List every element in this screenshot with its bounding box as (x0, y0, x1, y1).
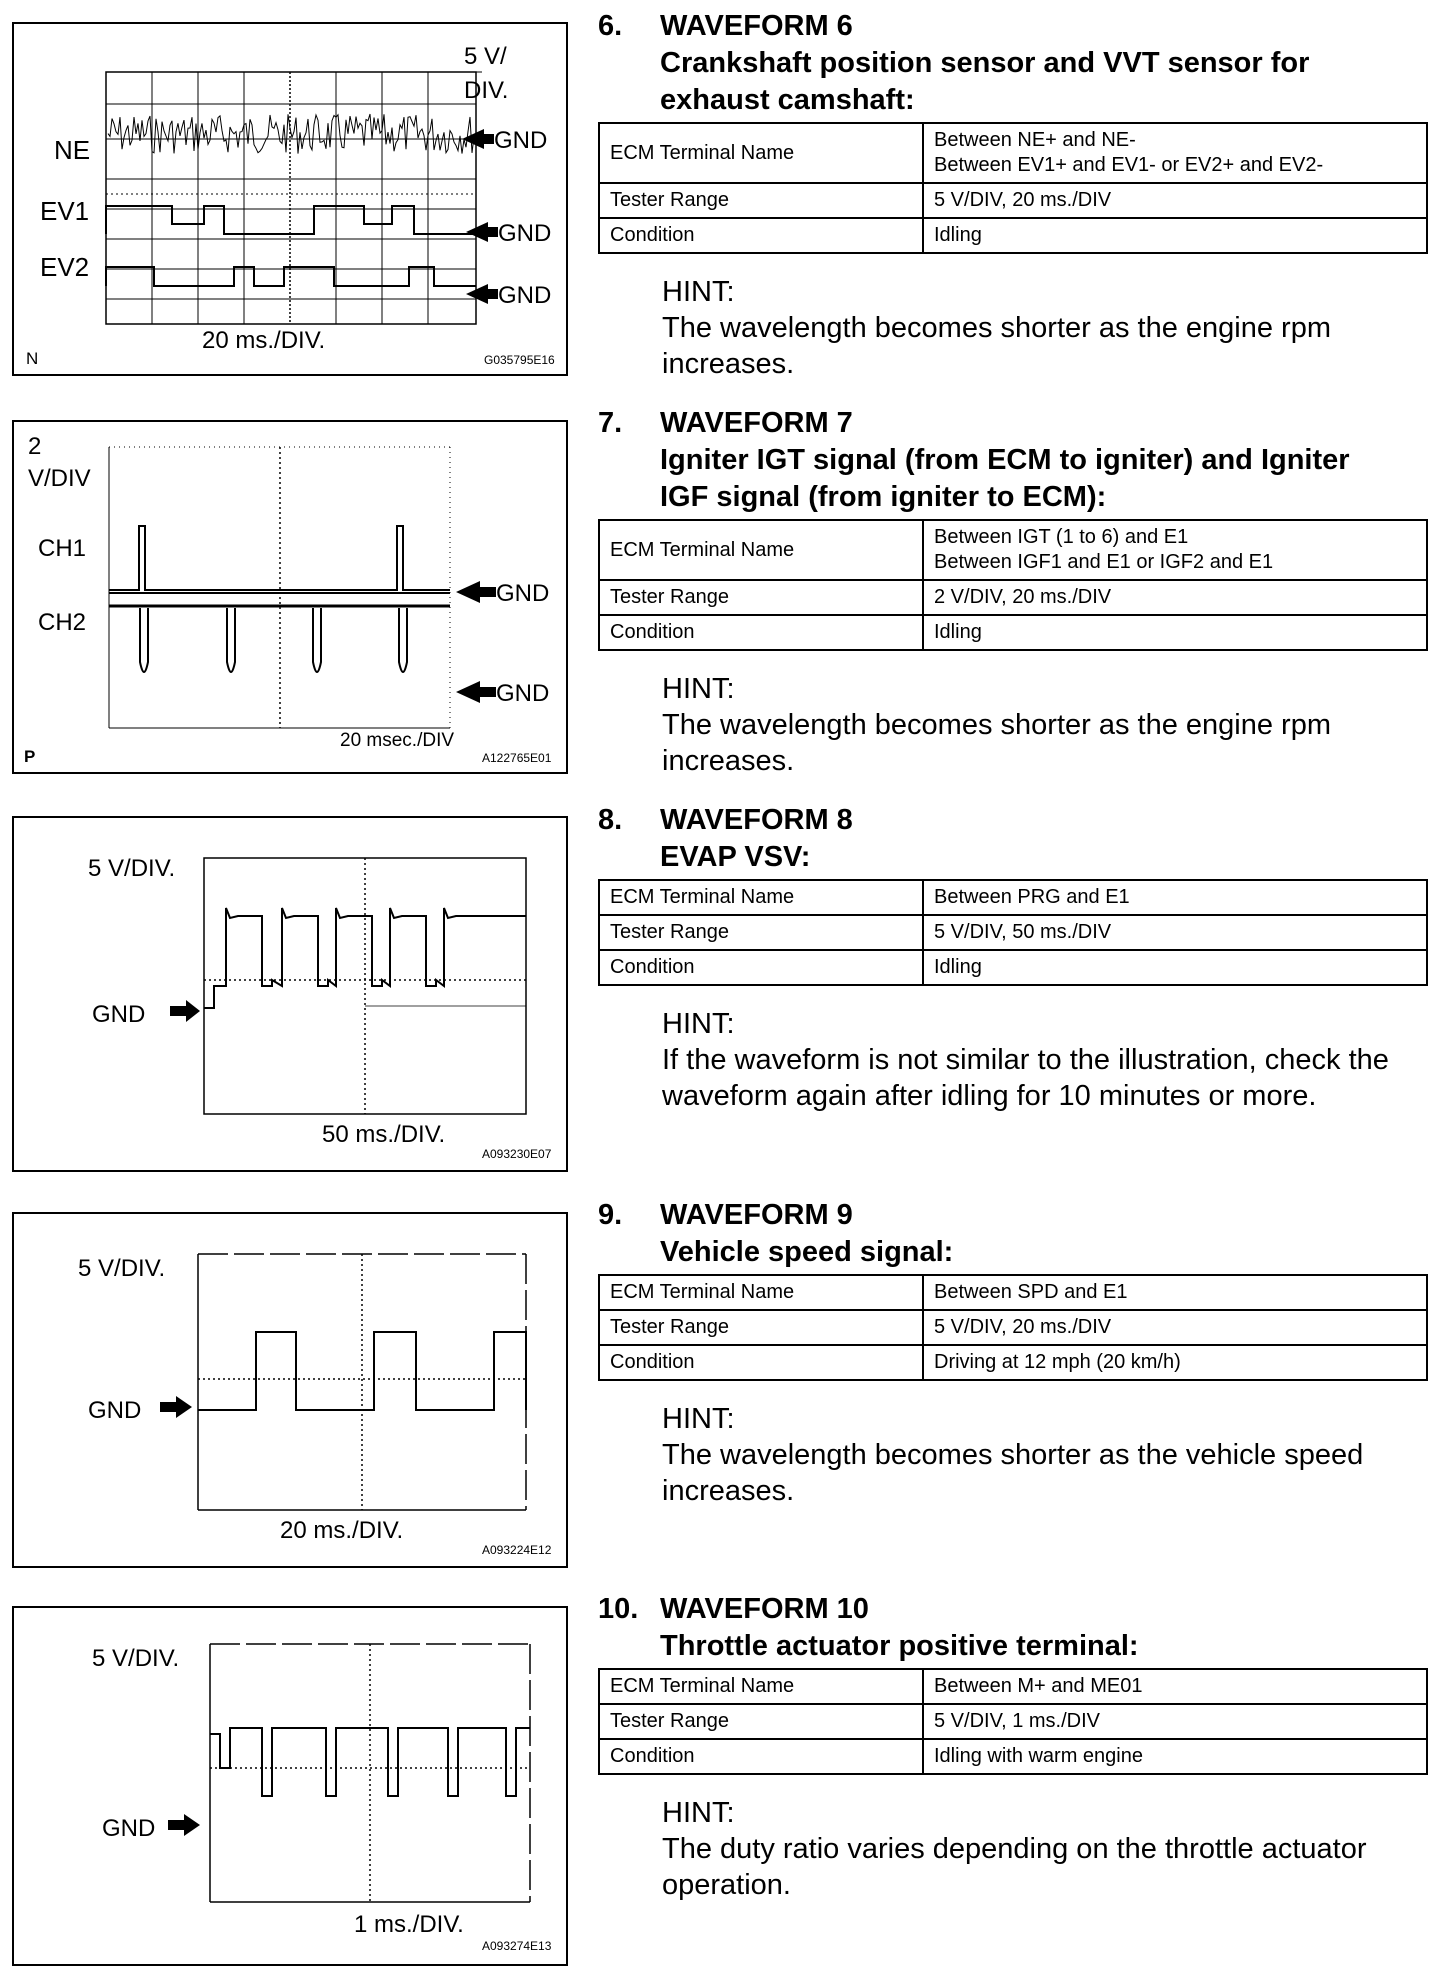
row-label: Tester Range (599, 1310, 923, 1345)
hint-text-line: The wavelength becomes shorter as the vehicle speed (662, 1439, 1364, 1471)
row-label: Tester Range (599, 915, 923, 950)
waveform-6-figure (12, 22, 568, 376)
figure-code: A093230E07 (482, 1147, 552, 1161)
row-label: Condition (599, 218, 923, 253)
oscilloscope-grid (109, 447, 450, 728)
time-per-div-label: 50 ms./DIV. (322, 1121, 446, 1148)
time-per-div-label: 20 ms./DIV. (280, 1517, 404, 1544)
time-per-div-label: 1 ms./DIV. (354, 1911, 464, 1938)
section-waveform-9 (598, 1197, 1430, 1509)
gnd-arrow-icon (462, 129, 494, 149)
row-value: 5 V/DIV, 20 ms./DIV (923, 1310, 1427, 1345)
title-line: Igniter IGT signal (from ECM to igniter) and Igniter (660, 444, 1350, 476)
value-line: Between IGF1 and E1 or IGF2 and E1 (934, 551, 1274, 573)
table-row (599, 1275, 1427, 1310)
hint-label: HINT: (662, 276, 735, 308)
title-line: WAVEFORM 9 (660, 1199, 853, 1231)
channel-label-ev2: EV2 (40, 252, 90, 282)
table-row (599, 218, 1427, 253)
title-line: WAVEFORM 7 (660, 407, 853, 439)
title-line: IGF signal (from igniter to ECM): (660, 481, 1107, 513)
section-waveform-8 (598, 802, 1430, 1114)
hint-block (662, 1401, 1430, 1509)
figure-code: A093224E12 (482, 1543, 552, 1557)
row-label: Tester Range (599, 1704, 923, 1739)
channel-label-ev1: EV1 (40, 196, 90, 226)
section-number: 10. (598, 1593, 639, 1625)
row-label: Condition (599, 950, 923, 985)
gnd-label-ev2: GND (498, 282, 552, 309)
hint-label: HINT: (662, 1797, 735, 1829)
title-line: EVAP VSV: (660, 841, 811, 873)
title-line: Throttle actuator positive terminal: (660, 1630, 1139, 1662)
section-waveform-6 (598, 8, 1430, 382)
row-value: Idling (923, 218, 1427, 253)
row-value: 2 V/DIV, 20 ms./DIV (923, 580, 1427, 615)
row-value: Between PRG and E1 (923, 880, 1427, 915)
row-value: Between SPD and E1 (923, 1275, 1427, 1310)
channel-label-ch1: CH1 (38, 535, 87, 562)
row-label: ECM Terminal Name (599, 880, 923, 915)
waveform-9-figure (12, 1212, 568, 1568)
title-line: WAVEFORM 8 (660, 804, 853, 836)
hint-text-line: increases. (662, 348, 795, 380)
section-waveform-7 (598, 405, 1430, 779)
hint-label: HINT: (662, 1008, 735, 1040)
table-row (599, 183, 1427, 218)
table-row (599, 880, 1427, 915)
title-line: Crankshaft position sensor and VVT sensor for (660, 47, 1310, 79)
section-title (660, 405, 1430, 516)
hint-text-line: If the waveform is not similar to the illustration, check the (662, 1044, 1389, 1076)
title-line: exhaust camshaft: (660, 84, 915, 116)
table-row (599, 915, 1427, 950)
table-row (599, 1345, 1427, 1380)
gnd-arrow-icon (170, 1000, 200, 1022)
ch2-igf-trace (140, 608, 407, 672)
spec-table (598, 879, 1428, 986)
section-number: 7. (598, 407, 623, 439)
figure-corner-letter: P (24, 747, 36, 766)
channel-label-ne: NE (54, 135, 91, 165)
hint-label: HINT: (662, 1403, 735, 1435)
hint-label: HINT: (662, 673, 735, 705)
scale-label-line2: DIV. (464, 77, 509, 104)
scale-label: 5 V/DIV. (78, 1255, 166, 1282)
gnd-label: GND (92, 1001, 146, 1028)
row-label: Tester Range (599, 183, 923, 218)
gnd-label-ch1: GND (496, 580, 550, 607)
table-row (599, 580, 1427, 615)
ev1-signal-trace (106, 206, 476, 234)
section-title (660, 802, 1430, 876)
spec-table (598, 122, 1428, 254)
section-number: 6. (598, 10, 623, 42)
hint-block (662, 1006, 1430, 1114)
gnd-arrow-icon (168, 1814, 200, 1836)
time-per-div-label: 20 ms./DIV. (202, 327, 326, 354)
hint-text-line: waveform again after idling for 10 minutes or more. (662, 1080, 1317, 1112)
table-row (599, 615, 1427, 650)
waveform-10-figure (12, 1606, 568, 1966)
waveform-7-figure (12, 420, 568, 774)
ne-signal-trace (108, 114, 474, 154)
scale-label: 5 V/DIV. (88, 855, 176, 882)
section-number: 8. (598, 804, 623, 836)
gnd-arrow-icon (160, 1396, 192, 1418)
hint-block (662, 274, 1430, 382)
scale-label-line2: V/DIV (28, 465, 91, 492)
row-value (923, 123, 1427, 183)
figure-code: A122765E01 (482, 751, 552, 765)
row-value: Idling (923, 950, 1427, 985)
figure-code: G035795E16 (484, 353, 555, 367)
row-value: Idling (923, 615, 1427, 650)
hint-text-line: The wavelength becomes shorter as the engine rpm (662, 312, 1331, 344)
table-row (599, 950, 1427, 985)
oscilloscope-grid (204, 858, 526, 1114)
table-row (599, 520, 1427, 580)
hint-block (662, 671, 1430, 779)
gnd-label-ev1: GND (498, 220, 552, 247)
row-label: Condition (599, 615, 923, 650)
gnd-arrow-icon (456, 681, 496, 703)
row-value: Driving at 12 mph (20 km/h) (923, 1345, 1427, 1380)
table-row (599, 1669, 1427, 1704)
row-label: Condition (599, 1345, 923, 1380)
oscilloscope-grid (198, 1254, 526, 1510)
spec-table (598, 519, 1428, 651)
hint-text-line: The wavelength becomes shorter as the engine rpm (662, 709, 1331, 741)
section-waveform-10 (598, 1591, 1430, 1903)
scale-label: 5 V/DIV. (92, 1645, 180, 1672)
scale-label-line1: 5 V/ (464, 43, 507, 70)
hint-text-line: increases. (662, 1475, 795, 1507)
spec-table (598, 1668, 1428, 1775)
title-line: WAVEFORM 10 (660, 1593, 869, 1625)
row-value: Between M+ and ME01 (923, 1669, 1427, 1704)
title-line: Vehicle speed signal: (660, 1236, 954, 1268)
row-value (923, 520, 1427, 580)
section-title (660, 1591, 1430, 1665)
gnd-label: GND (88, 1397, 142, 1424)
title-line: WAVEFORM 6 (660, 10, 853, 42)
gnd-label-ne: GND (494, 127, 548, 154)
figure-corner-letter: N (26, 349, 39, 368)
channel-label-ch2: CH2 (38, 609, 87, 636)
table-row (599, 1704, 1427, 1739)
value-line: Between IGT (1 to 6) and E1 (934, 526, 1189, 548)
section-number: 9. (598, 1199, 623, 1231)
oscilloscope-grid (210, 1644, 530, 1902)
row-label: Condition (599, 1739, 923, 1774)
value-line: Between NE+ and NE- (934, 129, 1136, 151)
row-label: ECM Terminal Name (599, 123, 923, 183)
row-value: 5 V/DIV, 1 ms./DIV (923, 1704, 1427, 1739)
ev2-signal-trace (106, 267, 476, 286)
figure-code: A093274E13 (482, 1939, 552, 1953)
waveform-8-figure (12, 816, 568, 1172)
gnd-label-ch2: GND (496, 680, 550, 707)
gnd-arrow-icon (456, 581, 496, 603)
hint-text-line: The duty ratio varies depending on the throttle actuator (662, 1833, 1367, 1865)
time-per-div-label: 20 msec./DIV (340, 730, 455, 751)
hint-text-line: operation. (662, 1869, 791, 1901)
gnd-label: GND (102, 1815, 156, 1842)
hint-text-line: increases. (662, 745, 795, 777)
row-label: ECM Terminal Name (599, 1275, 923, 1310)
row-value: 5 V/DIV, 20 ms./DIV (923, 183, 1427, 218)
table-row (599, 123, 1427, 183)
row-value: 5 V/DIV, 50 ms./DIV (923, 915, 1427, 950)
row-value: Idling with warm engine (923, 1739, 1427, 1774)
row-label: ECM Terminal Name (599, 520, 923, 580)
table-row (599, 1310, 1427, 1345)
scale-label-line1: 2 (28, 433, 42, 460)
row-label: ECM Terminal Name (599, 1669, 923, 1704)
row-label: Tester Range (599, 580, 923, 615)
hint-block (662, 1795, 1430, 1903)
section-title (660, 8, 1430, 119)
spec-table (598, 1274, 1428, 1381)
table-row (599, 1739, 1427, 1774)
section-title (660, 1197, 1430, 1271)
value-line: Between EV1+ and EV1- or EV2+ and EV2- (934, 154, 1324, 176)
